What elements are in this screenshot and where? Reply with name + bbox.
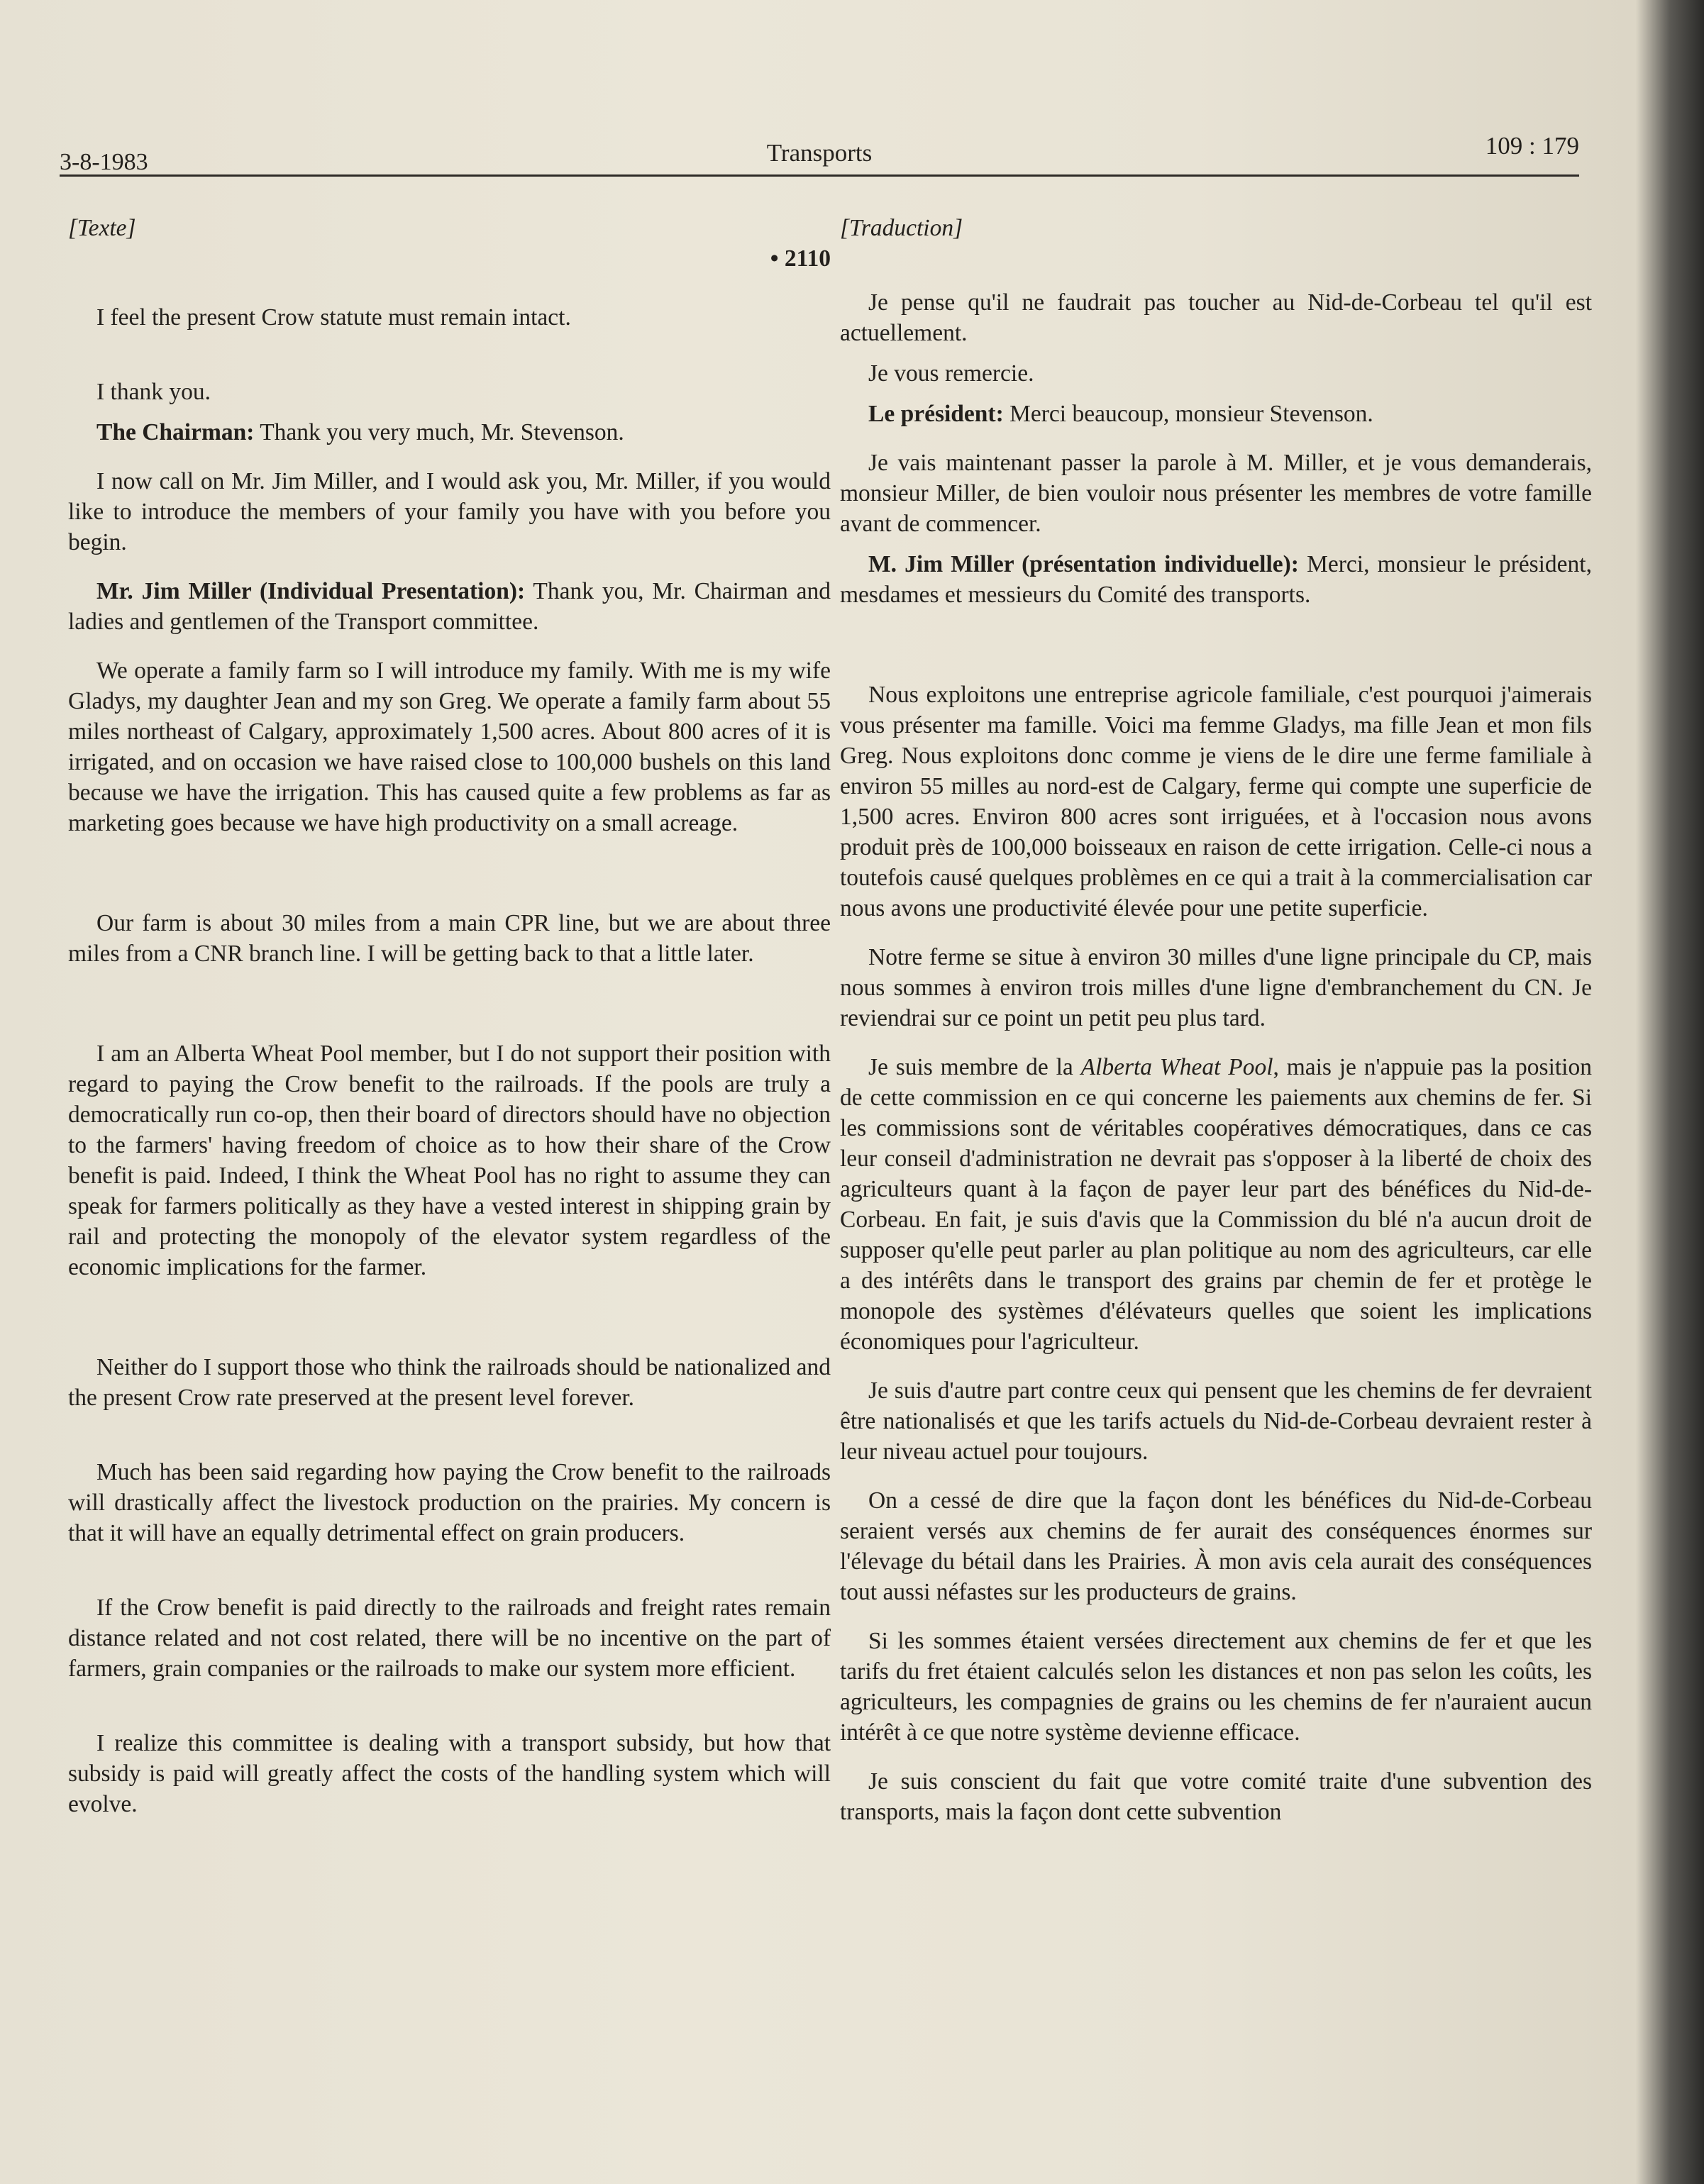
paragraph: We operate a family farm so I will introduce my family. With me is my wife Gladys, my daughter Jean and my son Greg. We operate a family farm about 55 miles northeast of Calgary, approximately 1,500 acres. About 800 acres of it is irrigated, and on occasion we have raised close to 100,000 bushels on this land because we have the irrigation. This has caused quite a few problems as far as marketing goes because we have high productivity on a small acreage. (68, 658, 831, 836)
french-column (840, 213, 1592, 1827)
paragraph: Je vais maintenant passer la parole à M. Miller, et je vous demanderais, monsieur Miller, de bien vouloir nous présenter les membres de votre famille avant de commencer. (840, 450, 1592, 537)
translation-label: [Traduction] (840, 215, 963, 241)
header-title: Transports (766, 139, 873, 167)
paragraph (840, 399, 1592, 429)
speaker-name: M. Jim Miller (présentation individuelle): (868, 551, 1299, 577)
paragraph (68, 417, 831, 448)
paragraph: I thank you. (96, 379, 211, 405)
organization-name: Alberta Wheat Pool (1080, 1054, 1273, 1080)
paragraph: On a cessé de dire que la façon dont les bénéfices du Nid-de-Corbeau seraient versés aux chemins de fer aurait des conséquences énormes sur l'élevage du bétail dans les Prairies. À mon avis cela aurait des conséquences tout aussi néfastes sur les producteurs de grains. (840, 1487, 1592, 1605)
english-column (68, 213, 831, 1819)
speech-text: Thank you, Mr. Chairman and ladies and gentlemen of the Transport committee. (68, 578, 831, 635)
speech-text: Merci, monsieur le président, mesdames et messieurs du Comité des transports. (840, 551, 1592, 608)
running-header (60, 132, 1579, 177)
paragraph: I now call on Mr. Jim Miller, and I would ask you, Mr. Miller, if you would like to introduce the members of your family you have with you before you begin. (68, 468, 831, 555)
paragraph: I realize this committee is dealing with a transport subsidy, but how that subsidy is paid will greatly affect the costs of the handling system which will evolve. (68, 1730, 831, 1817)
paragraph: Our farm is about 30 miles from a main CPR line, but we are about three miles from a CNR branch line. I will be getting back to that a little later. (68, 910, 831, 967)
paragraph: I feel the present Crow statute must remain intact. (96, 304, 571, 331)
text-run: Je suis membre de la (868, 1054, 1081, 1080)
speech-text: Merci beaucoup, monsieur Stevenson. (1003, 401, 1373, 427)
speech-text: Thank you very much, Mr. Stevenson. (254, 419, 624, 445)
paragraph (840, 549, 1592, 610)
paragraph (68, 576, 831, 637)
paragraph: Much has been said regarding how paying the Crow benefit to the railroads will drastically affect the livestock production on the prairies. My concern is that it will have an equally detrimental effect on grain producers. (68, 1459, 831, 1546)
paragraph: Notre ferme se situe à environ 30 milles d'une ligne principale du CP, mais nous sommes à environ trois milles d'une ligne d'embranchement du CN. Je reviendrai sur ce point un petit peu plus tard. (840, 944, 1592, 1031)
timestamp: • 2110 (770, 245, 831, 272)
paragraph: If the Crow benefit is paid directly to the railroads and freight rates remain distance related and not cost related, there will be no incentive on the part of farmers, grain companies or the railroads to make our system more efficient. (68, 1595, 831, 1682)
speaker-name: Le président: (868, 401, 1004, 427)
paragraph: Si les sommes étaient versées directement aux chemins de fer et que les tarifs du fret étaient calculés selon les distances et non pas selon les coûts, les agriculteurs, les compagnies de grains ou les chemins de fer n'auraient aucun intérêt à ce que notre système devienne efficace. (840, 1628, 1592, 1746)
speaker-name: The Chairman: (96, 419, 255, 445)
paragraph: Je pense qu'il ne faudrait pas toucher au Nid-de-Corbeau tel qu'il est actuellement. (840, 289, 1592, 346)
paragraph (840, 1052, 1592, 1357)
text-label: [Texte] (68, 215, 136, 241)
paragraph: I am an Alberta Wheat Pool member, but I do not support their position with regard to paying the Crow benefit to the railroads. If the pools are truly a democratically run co-op, then their board of directors should have no objection to the farmers' having freedom of choice as to how their share of the Crow benefit is paid. Indeed, I think the Wheat Pool has no right to assume they can speak for farmers politically as they have a vested interest in shipping grain by rail and protecting the monopoly of the elevator system regardless of the economic implications for the farmer. (68, 1041, 831, 1280)
paragraph: Nous exploitons une entreprise agricole familiale, c'est pourquoi j'aimerais vous présenter ma famille. Voici ma femme Gladys, ma fille Jean et mon fils Greg. Nous exploitons donc comme je viens de le dire une ferme familiale à environ 55 milles au nord-est de Calgary, ferme qui compte une superficie de 1,500 acres. Environ 800 acres sont irriguées, et à l'occasion nous avons produit près de 100,000 boisseaux en raison de cette irrigation. Celle-ci nous a toutefois causé quelques problèmes en ce qui a trait à la commercialisation car nous avons une productivité élevée pour une petite superficie. (840, 682, 1592, 921)
paragraph: Neither do I support those who think the railroads should be nationalized and the present Crow rate preserved at the present level forever. (68, 1354, 831, 1411)
paragraph: Je vous remercie. (868, 360, 1034, 387)
paragraph: Je suis conscient du fait que votre comité traite d'une subvention des transports, mais la façon dont cette subvention (840, 1768, 1592, 1825)
header-date: 3-8-1983 (60, 149, 148, 175)
text-run: , mais je n'appuie pas la position de cette commission en ce qui concerne les paiements aux chemins de fer. Si les commissions sont de véritables coopératives démocratiques, dans ce cas leur conseil d'administration ne devrait pas s'opposer à la liberté de choix des agriculteurs quant à la façon de payer leur part des bénéfices du Nid-de-Corbeau. En fait, je suis d'avis que la Commission du blé n'a aucun droit de supposer qu'elle peut parler au plan politique au nom des agriculteurs, car elle a des intérêts dans le transport des grains par chemin de fer et protège le monopole des systèmes d'élévateurs quelles que soient les implications économiques pour l'agriculteur. (840, 1054, 1592, 1355)
speaker-name: Mr. Jim Miller (Individual Presentation): (96, 578, 526, 604)
paragraph: Je suis d'autre part contre ceux qui pensent que les chemins de fer devraient être nationalisés et que les tarifs actuels du Nid-de-Corbeau devraient rester à leur niveau actuel pour toujours. (840, 1378, 1592, 1465)
header-page-number: 109 : 179 (1485, 132, 1579, 160)
